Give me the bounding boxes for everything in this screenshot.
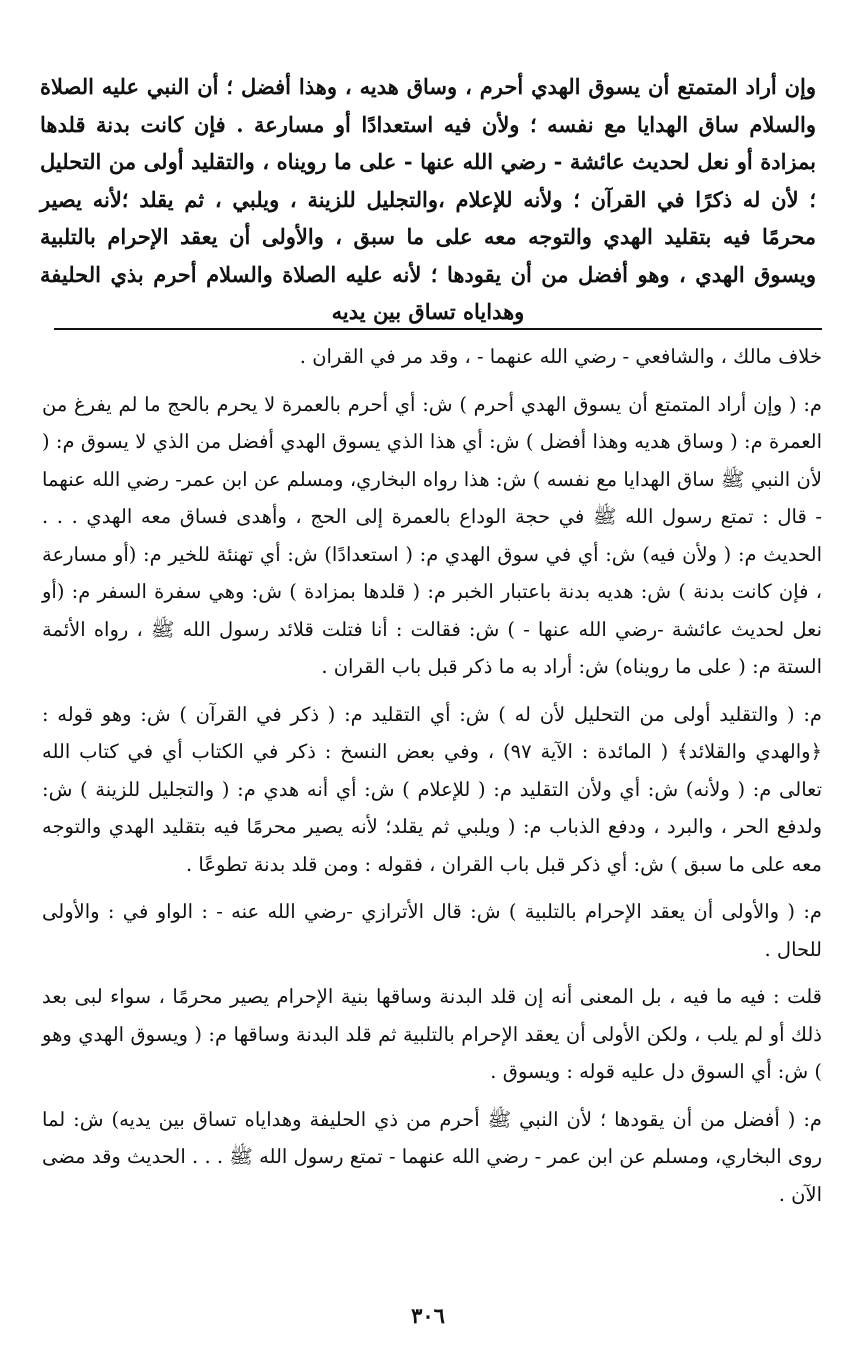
divider-line — [54, 328, 822, 330]
page-number: ٣٠٦ — [411, 1303, 445, 1328]
main-text: وإن أراد المتمتع أن يسوق الهدي أحرم ، وساق هديه ، وهذا أفضل ؛ أن النبي عليه الصلاة والسلام ساق الهدايا مع نفسه ؛ ولأن فيه استعدادًا أو مسارعة . فإن كانت بدنة قلدها بمزادة أو نعل لحديث عائشة - رضي الله عنها - على ما رويناه ، والتقليد أولى من التحليل ؛ لأن له ذكرًا في القرآن ؛ ولأنه للإعلام ،والتجليل للزينة ، ويلبي ، ثم يقلد ؛لأنه يصير محرمًا فيه بتقليد الهدي والتوجه معه على ما سبق ، والأولى أن يعقد الإحرام بالتلبية ويسوق الهدي ، وهو أفضل من أن يقودها ؛ لأنه عليه الصلاة والسلام أحرم بذي الحليفة وهداياه تساق بين يديه — [40, 74, 816, 324]
commentary — [42, 338, 822, 1223]
commentary-paragraph: م: ( وإن أراد المتمتع أن يسوق الهدي أحرم ) ش: أي أحرم بالعمرة لا يحرم بالحج ما لم يفرغ من العمرة م: ( وساق هديه وهذا أفضل ) ش: أي هذا الذي يسوق الهدي أفضل من الذي لا يسوق م: ( لأن النبي ﷺ ساق الهدايا مع نفسه ) ش: هذا رواه البخاري، ومسلم عن ابن عمر- رضي الله عنهما - قال : تمتع رسول الله ﷺ في حجة الوداع بالعمرة إلى الحج ، وأهدى فساق معه الهدي . . . الحديث م: ( ولأن فيه) ش: أي في سوق الهدي م: ( استعدادًا) ش: أي تهنئة للخير م: (أو مسارعة ، فإن كانت بدنة ) ش: هديه بدنة باعتبار الخبر م: ( قلدها بمزادة ) ش: وهي سفرة السفر م: (أو نعل لحديث عائشة -رضي الله عنها - ) ش: فقالت : أنا فتلت قلائد رسول الله ﷺ ، رواه الأئمة الستة م: ( على ما رويناه) ش: أراد به ما ذكر قبل باب القران . — [42, 392, 822, 678]
commentary-paragraph: م: ( والتقليد أولى من التحليل لأن له ) ش: أي التقليد م: ( ذكر في القرآن ) ش: وهو قوله : ﴿والهدي والقلائد﴾ ( المائدة : الآية ٩٧) ، وفي بعض النسخ : ذكر في الكتاب أي في كتاب الله تعالى م: ( ولأنه) ش: أي ولأن التقليد م: ( للإعلام ) ش: أي أنه هدي م: ( والتجليل للزينة ) ش: ولدفع الحر ، والبرد ، ودفع الذباب م: ( ويلبي ثم يقلد؛ لأنه يصير محرمًا فيه بتقليد الهدي والتوجه معه على ما سبق ) ش: أي ذكر قبل باب القران ، فقوله : ومن قلد بدنة تطوعًا . — [42, 702, 823, 876]
commentary-paragraph: م: ( والأولى أن يعقد الإحرام بالتلبية ) ش: قال الأترازي -رضي الله عنه - : الواو في : والأولى للحال . — [42, 900, 822, 961]
commentary-paragraph: م: ( أفضل من أن يقودها ؛ لأن النبي ﷺ أحرم من ذي الحليفة وهداياه تساق بين يديه) ش: لما روى البخاري، ومسلم عن ابن عمر - رضي الله عنهما - تمتع رسول الله ﷺ . . . الحديث وقد مضى الآن . — [42, 1107, 822, 1206]
commentary-paragraph: خلاف مالك ، والشافعي - رضي الله عنهما - ، وقد مر في القران . — [299, 345, 822, 368]
commentary-paragraph: قلت : فيه ما فيه ، بل المعنى أنه إن قلد البدنة وساقها بنية الإحرام يصير محرمًا ، سواء لبى بعد ذلك أو لم يلب ، ولكن الأولى أن يعقد الإحرام بالتلبية ثم قلد البدنة وساقها م: ( ويسوق الهدي وهو ) ش: أي السوق دل عليه قوله : ويسوق . — [42, 985, 822, 1083]
